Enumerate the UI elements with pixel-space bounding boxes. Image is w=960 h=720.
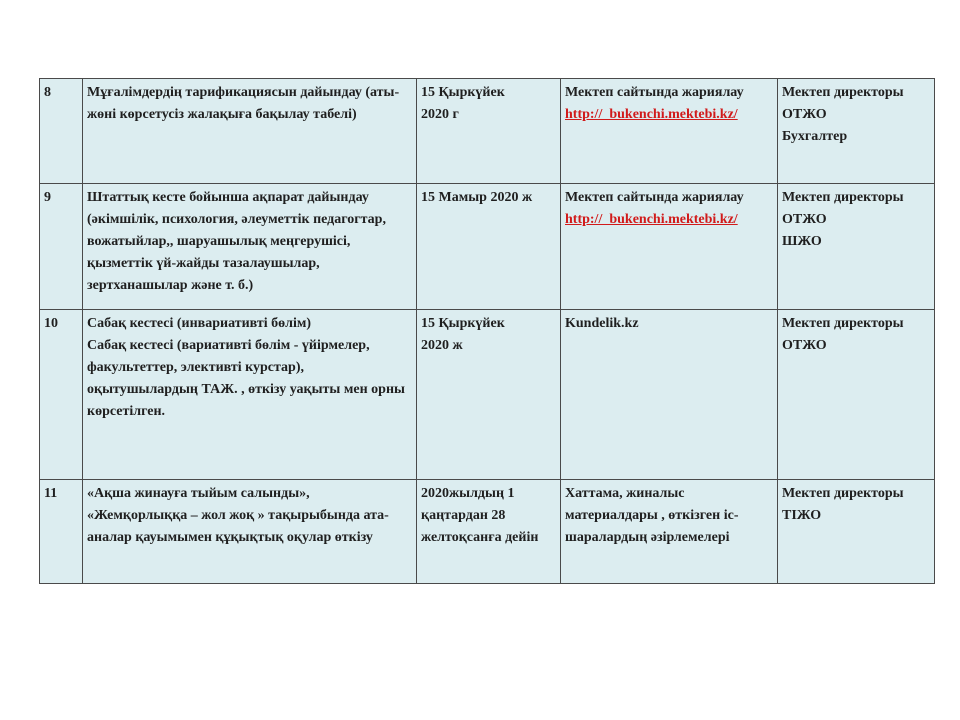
responsible-cell: Мектеп директоры ОТЖО bbox=[778, 310, 935, 480]
task-cell: «Ақша жинауға тыйым салынды», «Жемқорлыққа – жол жоқ » тақырыбында ата-аналар қауымымен құқықтық оқулар өткізу bbox=[83, 480, 417, 584]
form-text: Мектеп сайтында жариялау bbox=[565, 190, 744, 205]
row-number: 9 bbox=[40, 184, 83, 310]
table-row bbox=[40, 184, 935, 310]
row-number: 8 bbox=[40, 79, 83, 184]
table-row bbox=[40, 310, 935, 480]
task-cell: Штаттық кесте бойынша ақпарат дайындау (әкімшілік, психология, әлеуметтік педагогтар, вожатыйлар,, шаруашылық меңгерушісі, қызметтік үй-жайды тазалаушылар, зертханашылар және т. б.) bbox=[83, 184, 417, 310]
task-cell: Мұғалімдердің тарификациясын дайындау (аты-жөні көрсетусіз жалақыға бақылау табелі) bbox=[83, 79, 417, 184]
responsible-cell: Мектеп директоры ТІЖО bbox=[778, 480, 935, 584]
row-number: 11 bbox=[40, 480, 83, 584]
form-cell bbox=[561, 79, 778, 184]
date-cell: 15 Қыркүйек 2020 г bbox=[417, 79, 561, 184]
responsible-cell: Мектеп директоры ОТЖО ШЖО bbox=[778, 184, 935, 310]
form-cell bbox=[561, 184, 778, 310]
task-cell: Сабақ кестесі (инвариативті бөлім) Сабақ кестесі (вариативті бөлім - үйірмелер, факультеттер, элективті курстар), оқытушылардың ТАЖ. , өткізу уақыты мен орны көрсетілген. bbox=[83, 310, 417, 480]
table-row bbox=[40, 480, 935, 584]
form-text: Хаттама, жиналыс материалдары , өткізген іс-шаралардың әзірлемелері bbox=[565, 486, 739, 545]
school-site-link[interactable]: http:// bukenchi.mektebi.kz/ bbox=[565, 107, 738, 122]
responsible-cell: Мектеп директоры ОТЖО Бухгалтер bbox=[778, 79, 935, 184]
table-row bbox=[40, 79, 935, 184]
row-number: 10 bbox=[40, 310, 83, 480]
date-cell: 15 Қыркүйек 2020 ж bbox=[417, 310, 561, 480]
form-text: Kundelik.kz bbox=[565, 316, 639, 331]
date-cell: 15 Мамыр 2020 ж bbox=[417, 184, 561, 310]
school-site-link[interactable]: http:// bukenchi.mektebi.kz/ bbox=[565, 212, 738, 227]
form-cell bbox=[561, 480, 778, 584]
form-text: Мектеп сайтында жариялау bbox=[565, 85, 744, 100]
plan-table bbox=[39, 78, 935, 584]
form-cell bbox=[561, 310, 778, 480]
date-cell: 2020жылдың 1 қаңтардан 28 желтоқсанға дейін bbox=[417, 480, 561, 584]
